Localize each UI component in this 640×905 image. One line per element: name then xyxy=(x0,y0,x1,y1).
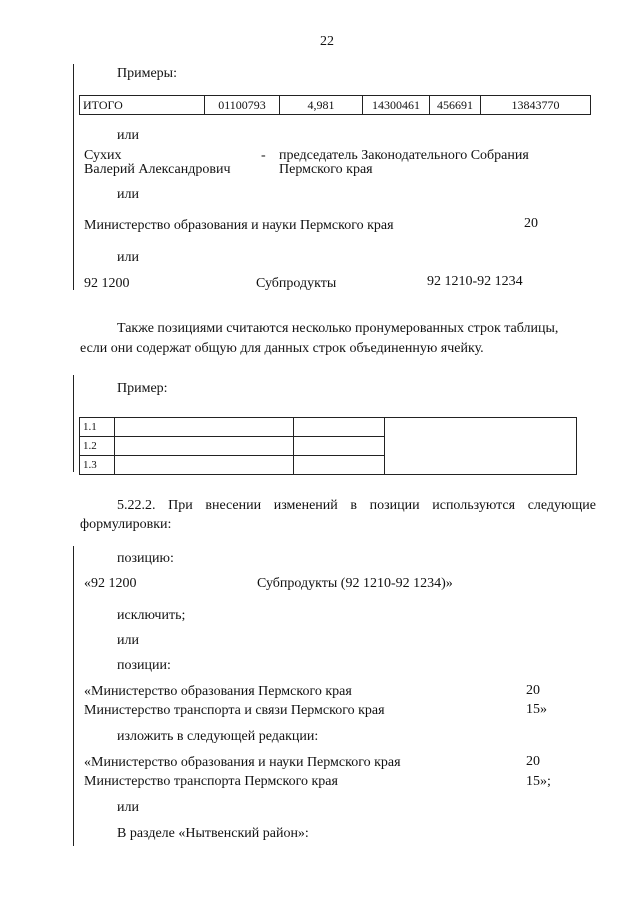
old-row-number: 20 xyxy=(526,683,540,698)
table-cell: 4,981 xyxy=(280,96,363,115)
or-text: или xyxy=(117,187,139,202)
product-name: Субпродукты xyxy=(256,276,337,291)
table-cell xyxy=(115,437,294,456)
merged-cell xyxy=(385,418,577,475)
restate-text: изложить в следующей редакции: xyxy=(117,729,319,744)
margin-bar xyxy=(73,375,74,472)
position-label: позицию: xyxy=(117,551,174,566)
paragraph-line: Также позициями считаются несколько пронумерованных строк таблицы, xyxy=(117,321,559,336)
positions-label: позиции: xyxy=(117,658,171,673)
table-row xyxy=(80,96,591,115)
paragraph-text: 5.22.2. При внесении изменений в позиции используются следующие xyxy=(117,498,596,513)
example-label: Пример: xyxy=(117,381,168,396)
table-cell: 1.2 xyxy=(80,437,115,456)
or-text: или xyxy=(117,250,139,265)
table-cell: 13843770 xyxy=(481,96,591,115)
section-line: В разделе «Нытвенский район»: xyxy=(117,826,309,841)
table-cell: 14300461 xyxy=(363,96,430,115)
or-text: или xyxy=(117,633,139,648)
person-name: Валерий Александрович xyxy=(84,162,231,177)
new-row-number: 20 xyxy=(526,754,540,769)
paragraph-line: формулировки: xyxy=(80,517,172,532)
table-cell xyxy=(294,437,385,456)
margin-bar xyxy=(73,64,74,290)
quoted-code: «92 1200 xyxy=(84,576,137,591)
dash: - xyxy=(261,148,266,163)
table-cell: 01100793 xyxy=(205,96,280,115)
paragraph-line xyxy=(80,495,596,516)
ministry-name: Министерство образования и науки Пермского края xyxy=(84,218,394,233)
page-number: 22 xyxy=(320,34,334,49)
table-cell xyxy=(294,456,385,475)
table-cell xyxy=(115,418,294,437)
old-row-number: 15» xyxy=(526,702,547,717)
person-title: Пермского края xyxy=(279,162,373,177)
table-cell xyxy=(115,456,294,475)
table-cell: 456691 xyxy=(430,96,481,115)
table-cell: 1.3 xyxy=(80,456,115,475)
paragraph-line: если они содержат общую для данных строк объединенную ячейку. xyxy=(80,341,484,356)
totals-table xyxy=(79,95,591,115)
table-cell: ИТОГО xyxy=(80,96,205,115)
product-code: 92 1200 xyxy=(84,276,130,291)
new-row-name: Министерство транспорта Пермского края xyxy=(84,774,338,789)
person-title: председатель Законодательного Собрания xyxy=(279,148,529,163)
new-row-number: 15»; xyxy=(526,774,551,789)
examples-label: Примеры: xyxy=(117,66,177,81)
new-row-name: «Министерство образования и науки Пермского края xyxy=(84,755,401,770)
product-range: 92 1210-92 1234 xyxy=(427,274,523,289)
old-row-name: «Министерство образования Пермского края xyxy=(84,684,352,699)
exclude-text: исключить; xyxy=(117,608,186,623)
quoted-name: Субпродукты (92 1210-92 1234)» xyxy=(257,576,453,591)
margin-bar xyxy=(73,546,74,846)
old-row-name: Министерство транспорта и связи Пермского края xyxy=(84,703,385,718)
person-name: Сухих xyxy=(84,148,122,163)
table-row xyxy=(80,418,577,437)
table-cell xyxy=(294,418,385,437)
table-cell: 1.1 xyxy=(80,418,115,437)
or-text: или xyxy=(117,128,139,143)
or-text: или xyxy=(117,800,139,815)
ministry-number: 20 xyxy=(524,216,538,231)
example-table xyxy=(79,417,577,475)
